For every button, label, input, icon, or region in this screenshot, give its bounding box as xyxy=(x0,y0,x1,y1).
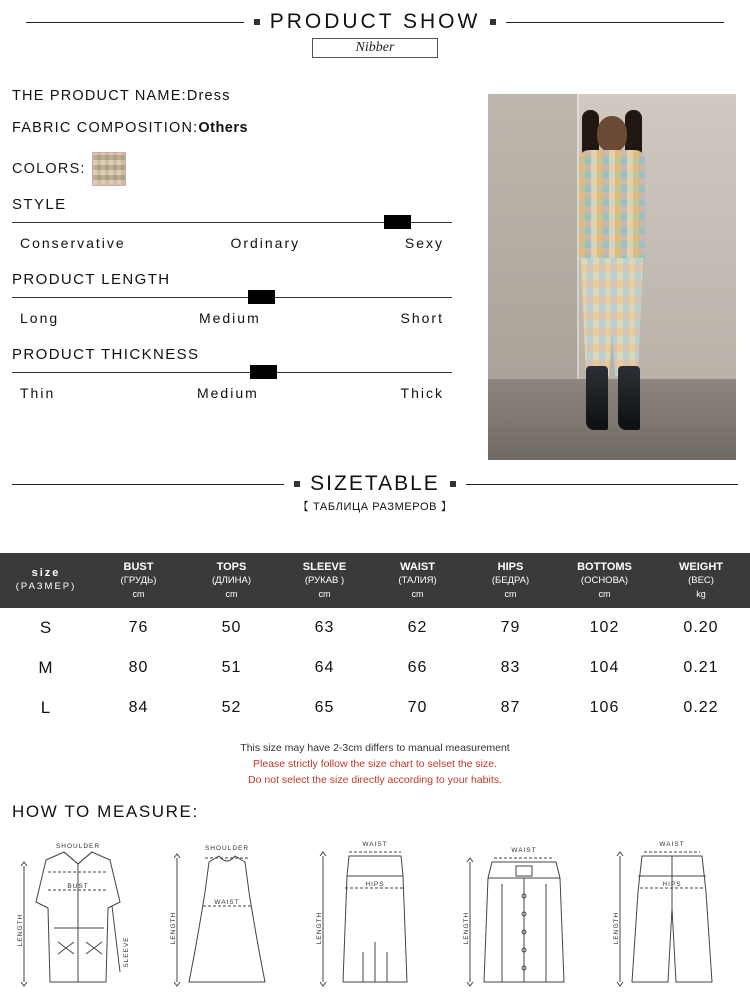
attribute-style-options xyxy=(12,235,452,251)
size-note-1: Please strictly follow the size chart to selset the size. xyxy=(253,757,497,770)
attribute-length-bar xyxy=(12,290,452,304)
attribute-thickness-rule xyxy=(12,372,452,373)
cell-tops: 51 xyxy=(221,658,242,676)
col-unit: cm xyxy=(132,588,145,599)
dress-figure xyxy=(157,832,297,1000)
svg-text:BUST: BUST xyxy=(67,883,89,890)
attribute-style-option-0[interactable]: Conservative xyxy=(20,235,126,251)
cell-size: L xyxy=(40,697,52,717)
square-bullet-icon xyxy=(294,481,300,487)
fabric-label: FABRIC COMPOSITION: xyxy=(12,120,199,136)
cell-waist: 62 xyxy=(407,618,428,636)
svg-text:LENGTH: LENGTH xyxy=(613,911,620,945)
cell-tops: 50 xyxy=(221,618,242,636)
mini-skirt-figure xyxy=(454,832,594,1000)
table-row xyxy=(0,688,750,728)
product-info-panel xyxy=(12,88,452,401)
attribute-style-bar xyxy=(12,215,452,229)
col-unit: cm xyxy=(504,588,517,599)
size-table-col-size xyxy=(0,553,92,608)
cell-sleeve: 63 xyxy=(314,618,335,636)
col-en: HIPS xyxy=(497,561,524,573)
shirt-figure xyxy=(8,832,148,1000)
col-ru: (ВЕС) xyxy=(688,574,714,586)
svg-text:LENGTH: LENGTH xyxy=(462,911,470,945)
col-en: BOTTOMS xyxy=(577,561,632,573)
col-ru: (ТАЛИЯ) xyxy=(398,574,437,586)
size-table-col-bust xyxy=(92,553,185,608)
attribute-thickness-marker xyxy=(250,365,277,379)
col-en: TOPS xyxy=(216,561,247,573)
col-unit: cm xyxy=(318,588,331,599)
size-table xyxy=(0,553,750,728)
product-name-line xyxy=(12,88,452,104)
colors-label: COLORS: xyxy=(12,161,86,177)
size-table-col-sleeve xyxy=(278,553,371,608)
attribute-length-marker xyxy=(248,290,275,304)
sizetable-rule-left xyxy=(12,484,284,485)
col-ru: (ДЛИНА) xyxy=(211,574,252,586)
attribute-length-options xyxy=(12,310,452,326)
attribute-length-title: PRODUCT LENGTH xyxy=(12,271,171,288)
svg-text:WAIST: WAIST xyxy=(510,847,537,854)
square-bullet-icon xyxy=(490,19,496,25)
page-title: PRODUCT SHOW xyxy=(269,10,481,33)
model-head xyxy=(597,116,627,152)
attribute-thickness-option-2[interactable]: Thick xyxy=(400,385,444,401)
sizetable-title: SIZETABLE xyxy=(310,472,440,495)
cell-bottoms: 102 xyxy=(589,618,620,636)
fabric-value: Others xyxy=(198,120,249,136)
how-to-measure-title: HOW TO MEASURE: xyxy=(12,802,199,821)
cell-bust: 76 xyxy=(128,618,149,636)
pants-figure xyxy=(602,832,742,1000)
cell-hips: 79 xyxy=(500,618,521,636)
svg-text:LENGTH: LENGTH xyxy=(169,911,177,945)
square-bullet-icon xyxy=(254,19,260,25)
col-en: BUST xyxy=(123,561,154,573)
color-swatch[interactable] xyxy=(92,152,126,186)
attribute-style xyxy=(12,196,452,251)
attribute-length xyxy=(12,271,452,326)
table-row xyxy=(0,608,750,648)
cell-bottoms: 106 xyxy=(589,698,620,716)
col-ru: (РУКАВ ) xyxy=(304,574,345,586)
square-bullet-icon xyxy=(450,481,456,487)
sizetable-header xyxy=(0,472,750,514)
attribute-length-option-2[interactable]: Short xyxy=(400,310,444,326)
product-name-label: THE PRODUCT NAME: xyxy=(12,88,187,104)
model-top-garment xyxy=(579,150,645,262)
size-table-col-waist xyxy=(371,553,464,608)
attribute-length-rule xyxy=(12,297,452,298)
cell-waist: 70 xyxy=(407,698,428,716)
col-en: WEIGHT xyxy=(679,561,723,573)
attribute-thickness-option-1[interactable]: Medium xyxy=(196,385,259,401)
cell-hips: 83 xyxy=(500,658,521,676)
cell-sleeve: 64 xyxy=(314,658,335,676)
colors-row xyxy=(12,152,452,186)
cell-size: S xyxy=(39,617,53,637)
cell-sleeve: 65 xyxy=(314,698,335,716)
size-table-col-bottoms xyxy=(557,553,652,608)
col-ru: (БЕДРА) xyxy=(491,574,530,586)
table-row xyxy=(0,648,750,688)
attribute-thickness-bar xyxy=(12,365,452,379)
size-notes xyxy=(0,741,750,788)
brand-label: Nibber xyxy=(312,38,438,58)
col-ru: (ГРУДЬ) xyxy=(120,574,157,586)
svg-text:WAIST: WAIST xyxy=(362,841,388,848)
header-rule-left xyxy=(26,22,244,23)
sizetable-title-row xyxy=(0,472,750,496)
photo-floor xyxy=(488,379,736,460)
cell-bust: 84 xyxy=(128,698,149,716)
attribute-style-option-2[interactable]: Sexy xyxy=(404,235,444,251)
cell-weight: 0.20 xyxy=(683,618,719,636)
svg-text:HIPS: HIPS xyxy=(662,881,682,888)
col-unit: cm xyxy=(411,588,424,599)
col-en: SLEEVE xyxy=(302,561,347,573)
page-header xyxy=(0,0,750,64)
cell-waist: 66 xyxy=(407,658,428,676)
product-photo xyxy=(488,94,736,460)
size-table-header-row xyxy=(0,553,750,608)
svg-text:LENGTH: LENGTH xyxy=(316,911,323,945)
col-en: size xyxy=(31,567,61,580)
attribute-style-option-1[interactable]: Ordinary xyxy=(230,235,301,251)
header-title-row xyxy=(0,10,750,34)
size-note-0: This size may have 2-3cm differs to manual measurement xyxy=(240,742,510,754)
product-name-value: Dress xyxy=(186,88,231,104)
attribute-style-title: STYLE xyxy=(12,196,67,213)
cell-tops: 52 xyxy=(221,698,242,716)
model-boot-right xyxy=(618,366,640,430)
attribute-thickness xyxy=(12,346,452,401)
sizetable-rule-right xyxy=(466,484,738,485)
sizetable-subtitle: 【 ТАБЛИЦА РАЗМЕРОВ 】 xyxy=(297,501,453,513)
svg-text:WAIST: WAIST xyxy=(213,899,240,906)
attribute-thickness-options xyxy=(12,385,452,401)
fabric-line xyxy=(12,120,452,136)
cell-weight: 0.21 xyxy=(683,658,719,676)
size-table-col-hips xyxy=(464,553,557,608)
attribute-length-option-1[interactable]: Medium xyxy=(198,310,261,326)
svg-text:SHOULDER: SHOULDER xyxy=(55,843,101,850)
svg-text:SLEEVE: SLEEVE xyxy=(123,936,130,968)
col-unit: cm xyxy=(225,588,238,599)
col-unit: cm xyxy=(598,588,611,599)
cell-bottoms: 104 xyxy=(589,658,620,676)
cell-weight: 0.22 xyxy=(683,698,719,716)
cell-size: M xyxy=(38,657,54,677)
col-unit: kg xyxy=(696,588,706,599)
size-note-2: Do not select the size directly according to your habits. xyxy=(248,773,502,786)
svg-text:SHOULDER: SHOULDER xyxy=(204,845,249,852)
cell-bust: 80 xyxy=(128,658,149,676)
col-ru: (РАЗМЕР) xyxy=(15,580,77,592)
header-rule-right xyxy=(506,22,724,23)
size-table-col-weight xyxy=(652,553,750,608)
attribute-thickness-title: PRODUCT THICKNESS xyxy=(12,346,200,363)
attribute-length-option-0[interactable]: Long xyxy=(20,310,60,326)
attribute-thickness-option-0[interactable]: Thin xyxy=(20,385,56,401)
model-boot-left xyxy=(586,366,608,430)
col-ru: (ОСНОВА) xyxy=(580,574,629,586)
long-skirt-figure xyxy=(305,832,445,1000)
svg-text:LENGTH: LENGTH xyxy=(17,913,24,947)
cell-hips: 87 xyxy=(500,698,521,716)
svg-text:HIPS: HIPS xyxy=(365,881,385,888)
size-table-col-tops xyxy=(185,553,278,608)
col-en: WAIST xyxy=(400,561,435,573)
how-to-measure-figures xyxy=(0,832,750,1000)
svg-text:WAIST: WAIST xyxy=(659,841,685,848)
attribute-style-marker xyxy=(384,215,411,229)
